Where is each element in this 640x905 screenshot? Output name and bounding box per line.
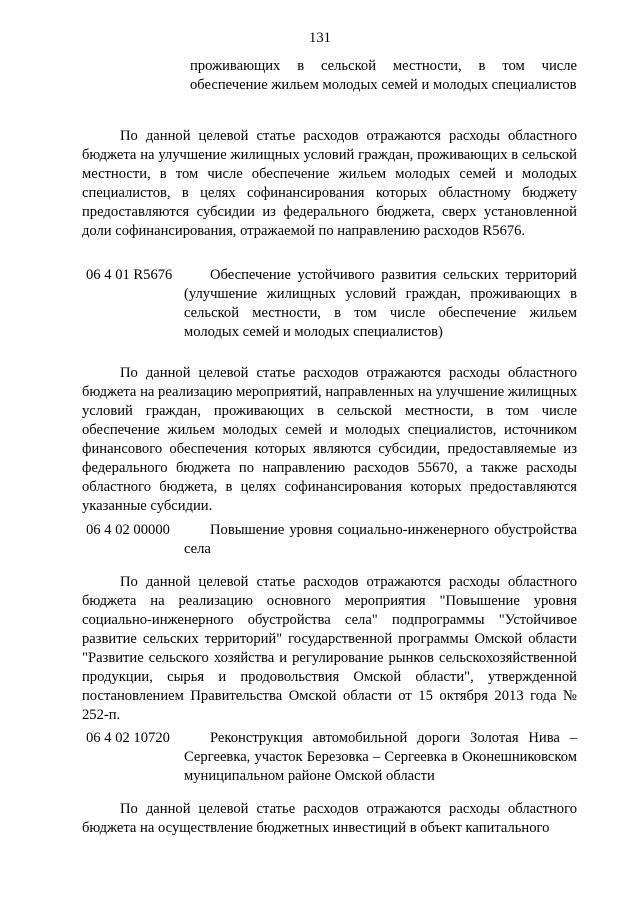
entry-code-3: 06 4 02 10720 <box>86 730 170 746</box>
entry-title-1: Обеспечение устойчивого развития сельских территорий (улучшение жилищных условий граждан, проживающих в сельской местности, в том числе обеспечение жильем молодых семей и молодых специалистов) <box>184 267 577 340</box>
entry-code-1: 06 4 01 R5676 <box>86 267 173 283</box>
paragraph-2: По данной целевой статье расходов отражаются расходы областного бюджета на реализацию мероприятий, направленных на улучшение жилищных условий граждан, проживающих в сельской местности, в том числе обеспечение жильем молодых семей и молодых специалистов, источником финансового обеспечения которых являются субсидии, предоставляемые из федерального бюджета по направлению расходов 55670, а также расходы областного бюджета, в целях софинансирования которых предоставляются указанные субсидии. <box>82 365 577 514</box>
entry-title-2: Повышение уровня социально-инженерного обустройства села <box>184 522 577 557</box>
page-number: 131 <box>309 30 331 46</box>
paragraph-3: По данной целевой статье расходов отражаются расходы областного бюджета на реализацию основного мероприятия "Повышение уровня социально-инженерного обустройства села" подпрограммы "Устойчивое развитие сельских территорий" государственной программы Омской области "Развитие сельского хозяйства и регулирование рынков сельскохозяйственной продукции, сырья и продовольствия Омской области", утвержденной постановлением Правительства Омской области от 15 октября 2013 года № 252-п. <box>82 574 577 723</box>
paragraph-1: По данной целевой статье расходов отражаются расходы областного бюджета на улучшение жилищных условий граждан, проживающих в сельской местности, в том числе обеспечение жильем молодых семей и молодых специалистов, в целях софинансирования которых областному бюджету предоставляются субсидии из федерального бюджета, сверх установленной доли софинансирования, отражаемой по направлению расходов R5676. <box>82 128 577 239</box>
entry-title-3: Реконструкция автомобильной дороги Золотая Нива – Сергеевка, участок Березовка – Сергеевка в Оконешниковском муниципальном районе Омской области <box>184 730 577 784</box>
entry-code-2: 06 4 02 00000 <box>86 522 170 538</box>
paragraph-4: По данной целевой статье расходов отражаются расходы областного бюджета на осуществление бюджетных инвестиций в объект капитального <box>82 801 577 836</box>
continued-entry-title: проживающих в сельской местности, в том числе обеспечение жильем молодых семей и молодых специалистов <box>190 58 577 93</box>
